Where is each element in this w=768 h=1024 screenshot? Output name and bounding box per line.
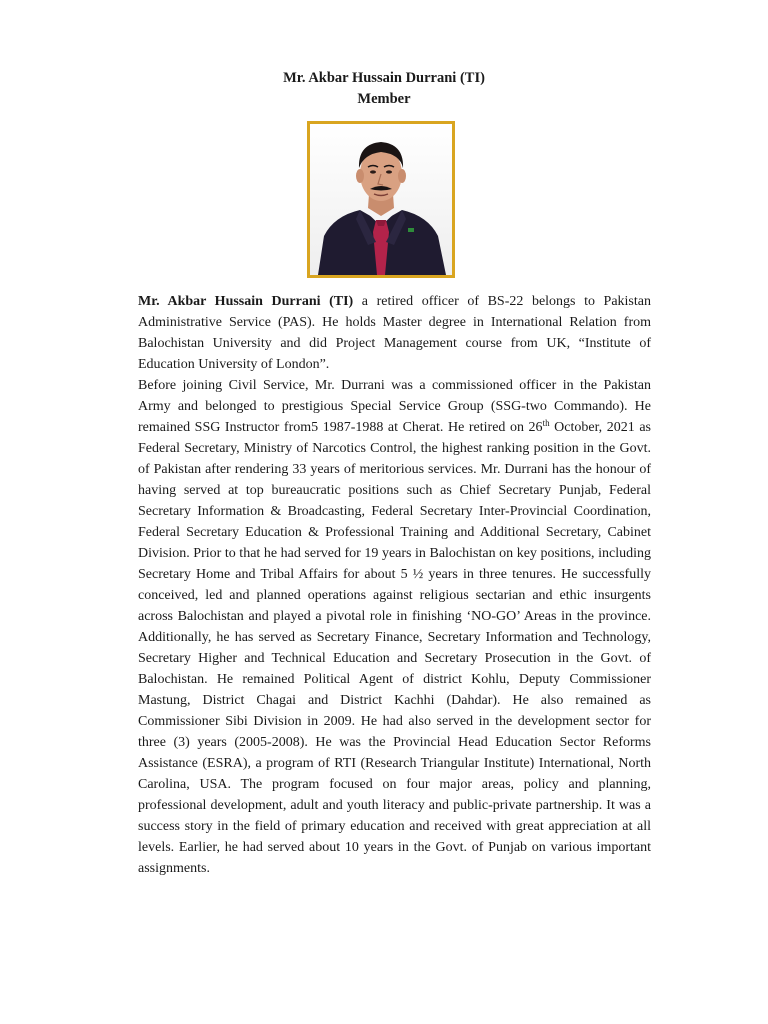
bio-name-bold: Mr. Akbar Hussain Durrani (TI) — [138, 294, 354, 309]
left-ear — [356, 169, 364, 183]
portrait-illustration — [310, 124, 452, 275]
person-role-heading: Member — [357, 91, 411, 107]
bio-paragraph-2-text-a: Before joining Civil Service, Mr. Durrani was a commissioned officer in the Pakistan Army and belonged to prestigious Special Service Group (SSG-two Commando). He remained SSG Instructor from5 1987-1988 at Cherat. He retired on 26 — [138, 378, 651, 435]
biography-paragraph-1 — [138, 291, 651, 375]
biography-paragraph-2 — [138, 375, 651, 879]
left-eye — [370, 170, 376, 173]
right-eye — [386, 170, 392, 173]
ordinal-superscript: th — [542, 418, 550, 428]
portrait-photo — [307, 121, 455, 278]
bio-paragraph-1-text: a retired officer of BS-22 belongs to Pakistan Administrative Service (PAS). He holds Master degree in International Relation from Balochistan University and did Project Management course from UK, “Institute of Education University of London”. — [138, 294, 651, 372]
lapel-pin — [408, 228, 414, 232]
biography — [138, 291, 651, 879]
person-name-heading: Mr. Akbar Hussain Durrani (TI) — [283, 70, 485, 86]
bio-paragraph-2-text-b: October, 2021 as Federal Secretary, Ministry of Narcotics Control, the highest ranking position in the Govt. of Pakistan after rendering 33 years of meritorious services. Mr. Durrani has the honour of having served at top bureaucratic positions such as Chief Secretary Punjab, Federal Secretary Information & Broadcasting, Federal Secretary Inter-Provincial Coordination, Federal Secretary Education & Professional Training and Additional Secretary, Cabinet Division. Prior to that he had served for 19 years in Balochistan on key positions, including Secretary Home and Tribal Affairs for about 5 ½ years in three tenures. He successfully conceived, led and planned operations against religious sectarian and ethic insurgents across Balochistan and played a pivotal role in finishing ‘NO-GO’ Areas in the province. Additionally, he has served as Secretary Finance, Secretary Information and Technology, Secretary Higher and Technical Education and Secretary Prosecution in the Govt. of Balochistan. He remained Political Agent of district Kohlu, Deputy Commissioner Mastung, District Chagai and District Kachhi (Dahdar). He also remained as Commissioner Sibi Division in 2009. He had also served in the development sector for three (3) years (2005-2008). He was the Provincial Head Education Sector Reforms Assistance (ESRA), a program of RTI (Research Triangular Institute) International, North Carolina, USA. The program focused on four major areas, policy and planning, professional development, adult and youth literacy and public-private partnership. It was a success story in the field of primary education and received with great appreciation at all levels. Earlier, he had served about 10 years in the Govt. of Punjab on various important assignments. — [138, 420, 651, 876]
right-ear — [398, 169, 406, 183]
